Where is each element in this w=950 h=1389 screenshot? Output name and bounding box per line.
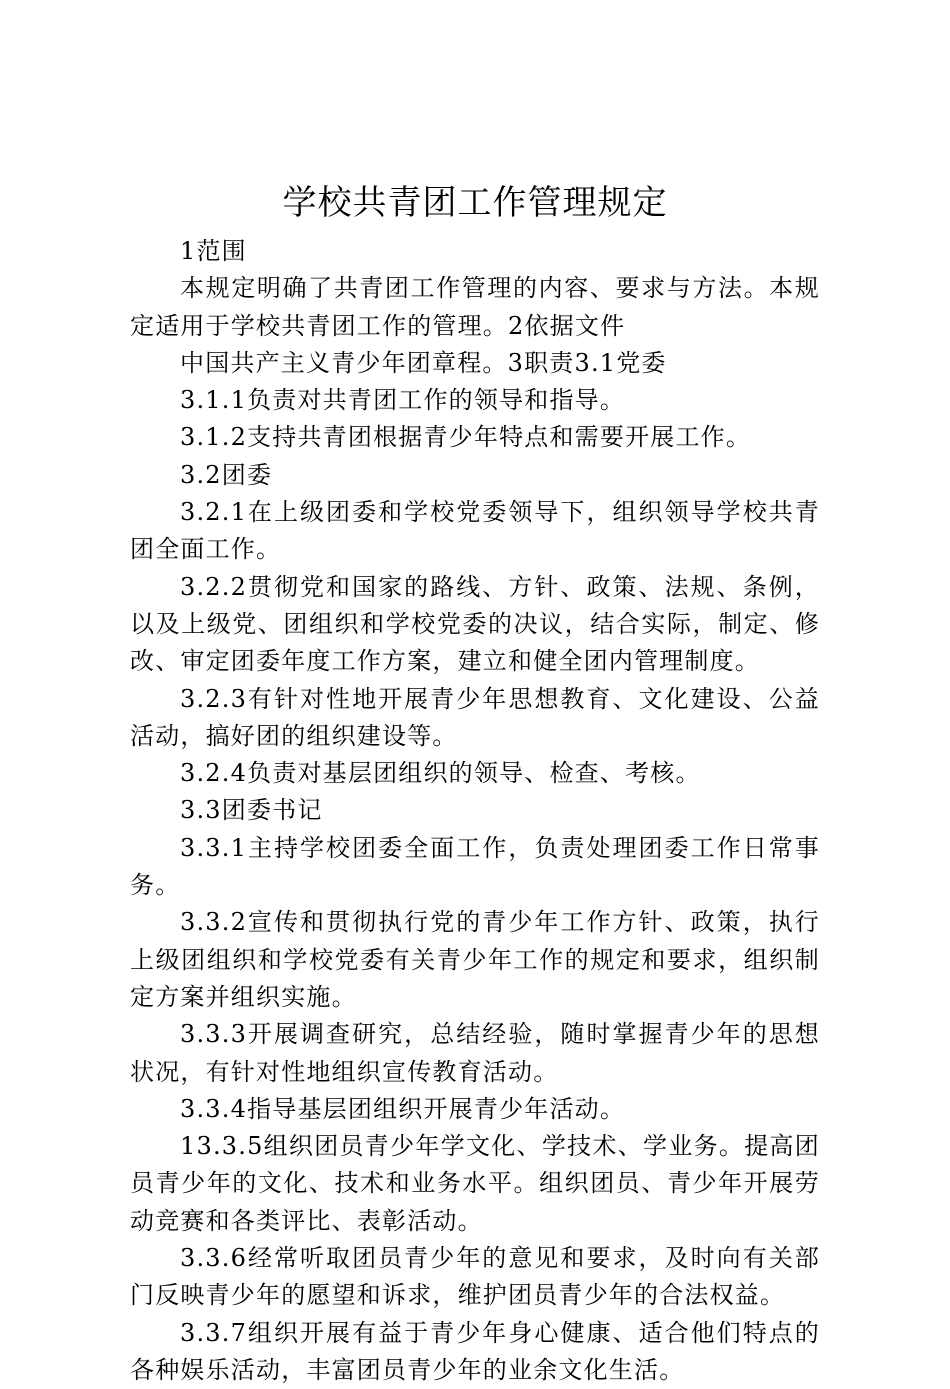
paragraph-3-1-2: 3.1.2支持共青团根据青少年特点和需要开展工作。 [180, 423, 752, 452]
paragraph-3-3-3: 3.3.3开展调查研究，总结经验，随时掌握青少年的思想状况，有针对性地组织宣传教育活动。 [130, 1020, 820, 1086]
paragraph-3-3-6: 3.3.6经常听取团员青少年的意见和要求，及时向有关部门反映青少年的愿望和诉求，维护团员青少年的合法权益。 [130, 1244, 820, 1310]
document-title: 学校共青团工作管理规定 [282, 183, 668, 223]
paragraph-3-1-1: 3.1.1负责对共青团工作的领导和指导。 [180, 386, 626, 415]
paragraph-3-3-7: 3.3.7组织开展有益于青少年身心健康、适合他们特点的各种娱乐活动，丰富团员青少年的业余文化生活。 [130, 1318, 820, 1384]
paragraph-3-2-3: 3.2.3有针对性地开展青少年思想教育、文化建设、公益活动，搞好团的组织建设等。 [130, 684, 820, 750]
paragraph-3-3-1: 3.3.1主持学校团委全面工作，负责处理团委工作日常事务。 [130, 833, 820, 900]
paragraph-3-3-4: 3.3.4指导基层团组织开展青少年活动。 [180, 1094, 626, 1123]
paragraph-3-2-2: 3.2.2贯彻党和国家的路线、方针、政策、法规、条例，以及上级党、团组织和学校党委的决议，结合实际，制定、修改、审定团委年度工作方案，建立和健全团内管理制度。 [130, 572, 820, 676]
paragraph-3-2-1: 3.2.1在上级团委和学校党委领导下，组织领导学校共青团全面工作。 [130, 498, 820, 564]
paragraph-scope-heading: 1范围 [180, 237, 247, 265]
paragraph-3-3-2: 3.3.2宣传和贯彻执行党的青少年工作方针、政策，执行上级团组织和学校党委有关青少年工作的规定和要求，组织制定方案并组织实施。 [130, 908, 820, 1011]
paragraph-scope-text: 本规定明确了共青团工作管理的内容、要求与方法。本规定适用于学校共青团工作的管理。2依据文件 [130, 274, 820, 340]
paragraph-3-3-heading: 3.3团委书记 [180, 796, 323, 825]
document-body [130, 233, 820, 1389]
paragraph-3-2-4: 3.2.4负责对基层团组织的领导、检查、考核。 [180, 759, 701, 788]
paragraph-reference-docs: 中国共产主义青少年团章程。3职责3.1党委 [180, 348, 667, 377]
paragraph-3-3-5: 13.3.5组织团员青少年学文化、学技术、学业务。提高团员青少年的文化、技术和业务水平。组织团员、青少年开展劳动竞赛和各类评比、表彰活动。 [130, 1132, 820, 1235]
paragraph-3-2-heading: 3.2团委 [180, 460, 273, 489]
